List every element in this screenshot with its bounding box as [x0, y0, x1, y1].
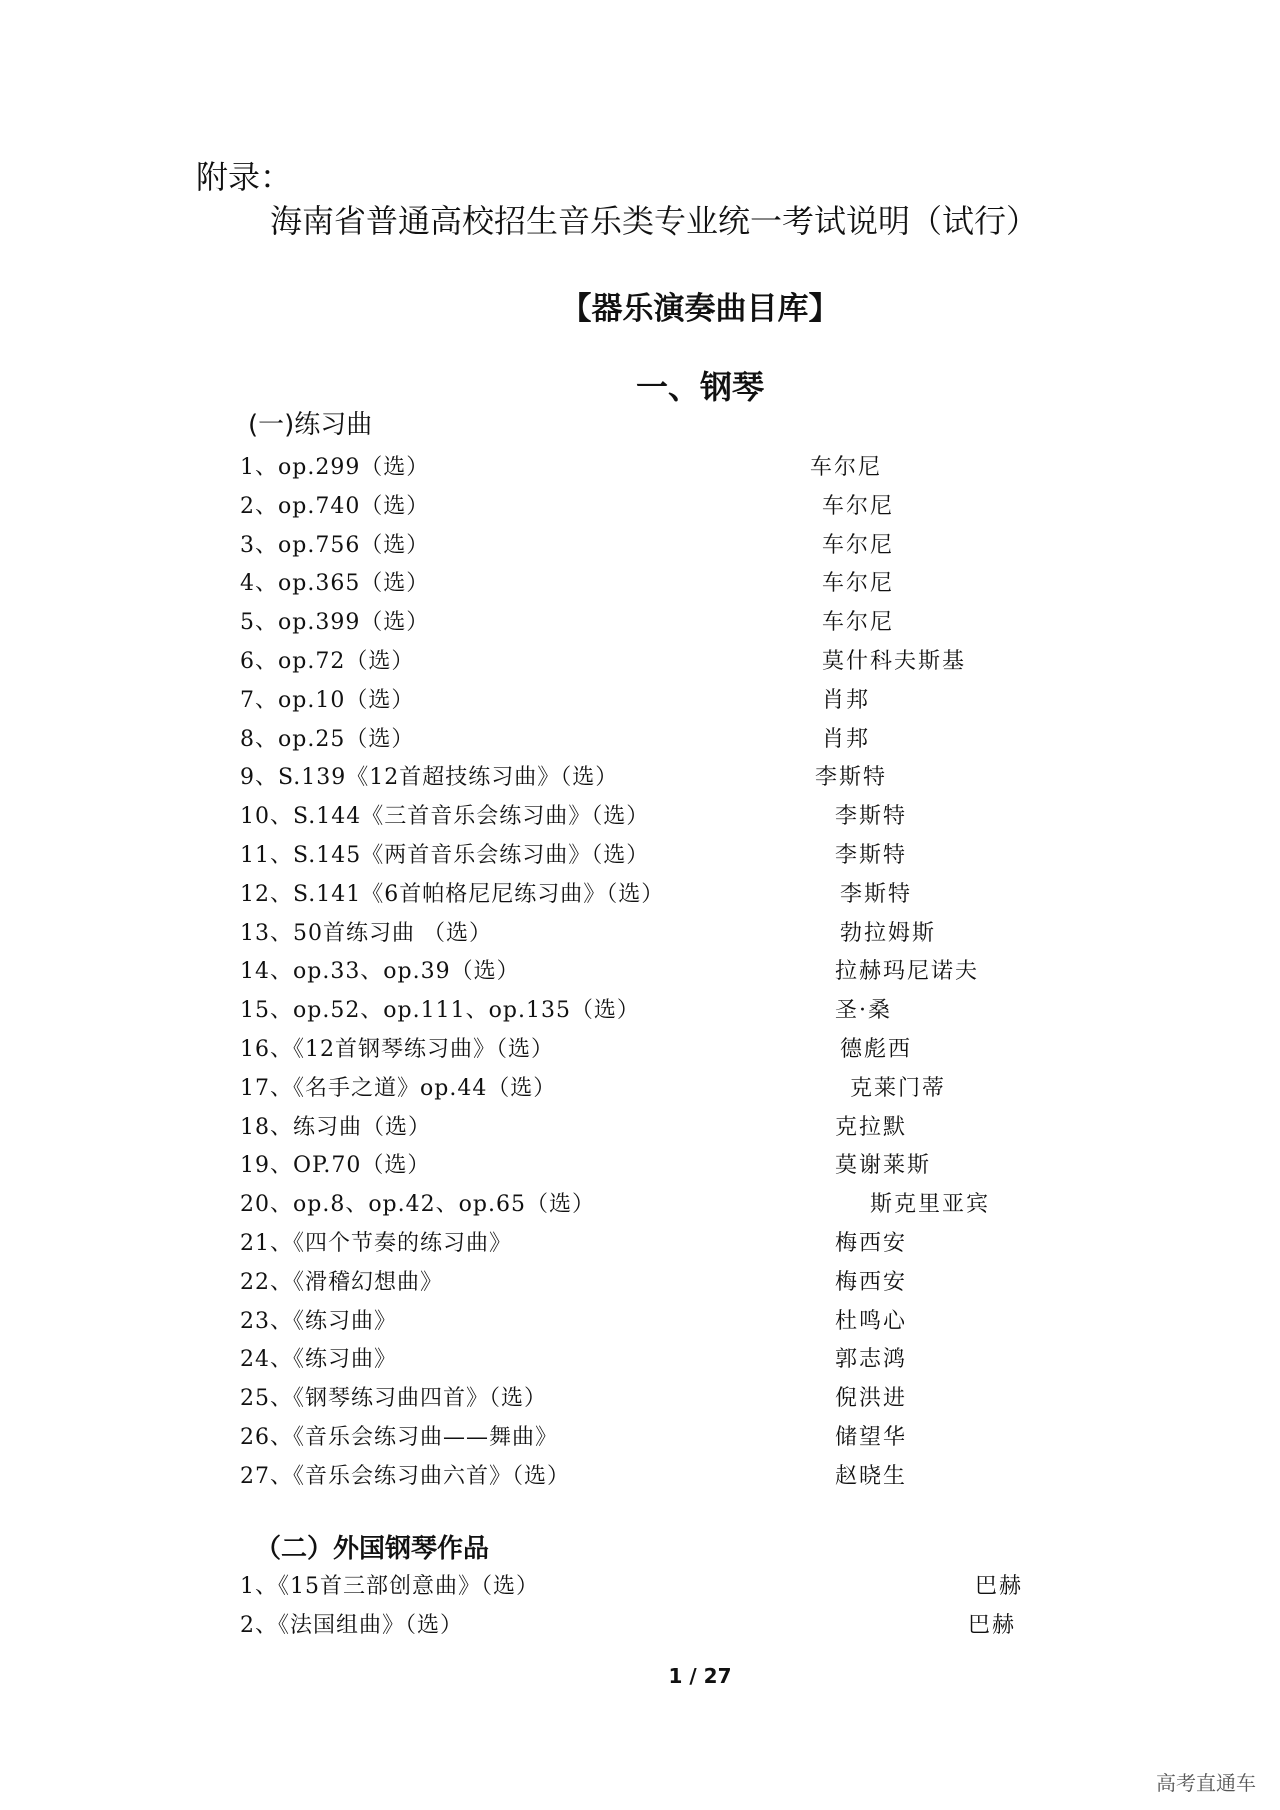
list-item [0, 838, 1280, 872]
composer-name: 车尔尼 [822, 532, 895, 558]
composer-name: 梅西安 [835, 1231, 908, 1256]
subsection-heading-foreign-works: （二）外国钢琴作品 [255, 1534, 490, 1564]
piece-title: 13、50首练习曲 （选） [240, 920, 492, 946]
piece-title: 5、op.399（选） [240, 610, 430, 636]
list-item [0, 760, 1280, 794]
list-item [0, 1032, 1280, 1066]
list-item [0, 1459, 1280, 1493]
list-item [0, 1342, 1280, 1376]
piece-title: 2、《法国组曲》（选） [240, 1613, 463, 1638]
composer-name: 拉赫玛尼诺夫 [835, 959, 980, 985]
composer-name: 巴赫 [968, 1613, 1017, 1638]
piece-title: 11、S.145《两首音乐会练习曲》（选） [240, 843, 650, 868]
composer-name: 克莱门蒂 [850, 1075, 947, 1101]
composer-name: 赵晓生 [835, 1463, 908, 1489]
list-item [0, 877, 1280, 911]
composer-name: 李斯特 [840, 881, 913, 907]
piece-title: 1、op.299（选） [240, 455, 430, 480]
watermark-text: 高考直通车 [1156, 1771, 1256, 1795]
piece-title: 1、《15首三部创意曲》（选） [240, 1574, 539, 1599]
composer-name: 克拉默 [835, 1114, 908, 1140]
list-item [0, 1569, 1280, 1603]
piece-title: 26、《音乐会练习曲——舞曲》 [240, 1425, 558, 1450]
list-item [0, 1148, 1280, 1182]
piece-title: 8、op.25（选） [240, 726, 415, 752]
composer-name: 勃拉姆斯 [840, 920, 937, 946]
composer-name: 车尔尼 [810, 455, 883, 480]
composer-name: 李斯特 [815, 765, 888, 791]
composer-name: 郭志鸿 [835, 1347, 908, 1373]
page-number: 1 / 27 [668, 1664, 732, 1688]
list-item [0, 1420, 1280, 1454]
composer-name: 车尔尼 [822, 610, 895, 636]
list-item [0, 1304, 1280, 1338]
piece-title: 23、《练习曲》 [240, 1308, 397, 1334]
list-item [0, 722, 1280, 756]
composer-name: 莫谢莱斯 [835, 1153, 932, 1179]
list-item [0, 644, 1280, 678]
list-item [0, 1381, 1280, 1415]
list-item [0, 1265, 1280, 1299]
list-item [0, 450, 1280, 484]
composer-name: 斯克里亚宾 [870, 1192, 991, 1218]
composer-name: 车尔尼 [822, 493, 895, 519]
piece-title: 24、《练习曲》 [240, 1347, 397, 1373]
list-item [0, 605, 1280, 639]
list-item [0, 1071, 1280, 1105]
piece-title: 18、练习曲（选） [240, 1114, 431, 1140]
composer-name: 莫什科夫斯基 [822, 649, 967, 674]
piece-title: 7、op.10（选） [240, 687, 415, 713]
list-item [0, 954, 1280, 988]
piece-title: 4、op.365（选） [240, 571, 430, 597]
piece-title: 19、OP.70（选） [240, 1153, 431, 1179]
list-item [0, 1187, 1280, 1221]
list-item [0, 489, 1280, 523]
piece-title: 21、《四个节奏的练习曲》 [240, 1231, 512, 1256]
list-item [0, 528, 1280, 562]
composer-name: 杜鸣心 [835, 1308, 908, 1334]
composer-name: 巴赫 [975, 1574, 1024, 1599]
piece-title: 16、《12首钢琴练习曲》（选） [240, 1037, 554, 1062]
composer-name: 李斯特 [835, 843, 908, 868]
piece-title: 27、《音乐会练习曲六首》（选） [240, 1463, 570, 1489]
list-item [0, 916, 1280, 950]
subsection-heading-etudes: (一)练习曲 [248, 410, 373, 440]
section-title: 一、钢琴 [635, 368, 764, 406]
catalog-title: 【器乐演奏曲目库】 [560, 291, 840, 327]
composer-name: 李斯特 [835, 804, 908, 830]
piece-title: 15、op.52、op.111、op.135（选） [240, 998, 640, 1024]
piece-title: 20、op.8、op.42、op.65（选） [240, 1192, 595, 1218]
piece-title: 14、op.33、op.39（选） [240, 959, 520, 985]
composer-name: 圣·桑 [835, 998, 892, 1024]
piece-title: 2、op.740（选） [240, 493, 430, 519]
piece-title: 6、op.72（选） [240, 649, 415, 674]
list-item [0, 1608, 1280, 1642]
composer-name: 德彪西 [840, 1037, 913, 1062]
appendix-label: 附录： [196, 158, 293, 196]
composer-name: 储望华 [835, 1425, 908, 1450]
piece-title: 17、《名手之道》op.44（选） [240, 1075, 557, 1101]
list-item [0, 1110, 1280, 1144]
composer-name: 倪洪进 [835, 1386, 908, 1412]
list-item [0, 683, 1280, 717]
piece-title: 3、op.756（选） [240, 532, 430, 558]
composer-name: 车尔尼 [822, 571, 895, 597]
piece-title: 25、《钢琴练习曲四首》（选） [240, 1386, 547, 1412]
document-title: 海南省普通高校招生音乐类专业统一考试说明（试行） [270, 202, 1039, 240]
composer-name: 肖邦 [822, 726, 871, 752]
composer-name: 梅西安 [835, 1269, 908, 1295]
list-item [0, 566, 1280, 600]
list-item [0, 993, 1280, 1027]
composer-name: 肖邦 [822, 687, 871, 713]
list-item [0, 1226, 1280, 1260]
piece-title: 10、S.144《三首音乐会练习曲》（选） [240, 804, 650, 830]
piece-title: 22、《滑稽幻想曲》 [240, 1269, 443, 1295]
list-item [0, 799, 1280, 833]
piece-title: 12、S.141《6首帕格尼尼练习曲》（选） [240, 881, 665, 907]
piece-title: 9、S.139《12首超技练习曲》（选） [240, 765, 619, 791]
